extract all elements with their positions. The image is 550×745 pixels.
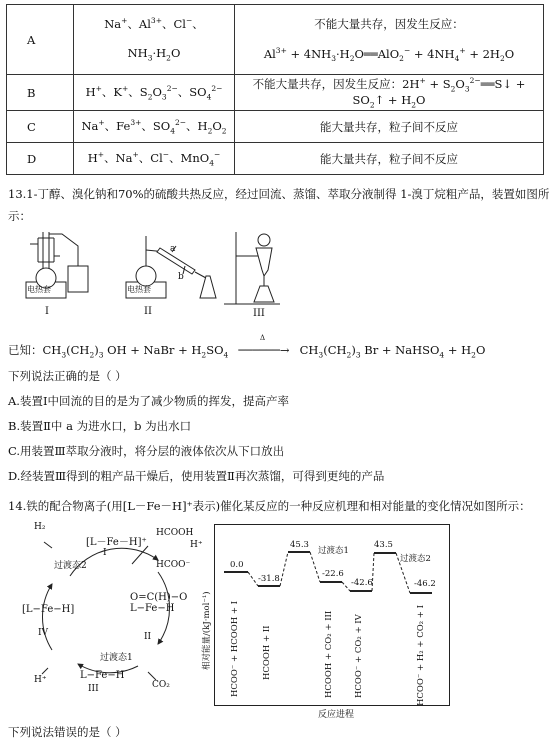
ts2-label: 过渡态2	[400, 554, 431, 564]
apparatus-label-1: I	[45, 306, 49, 317]
option-letter: B	[7, 75, 74, 111]
q13-option-d: D.经装置Ⅲ得到的粗产品干燥后，使用装置Ⅱ再次蒸馏，可得到更纯的产品	[8, 469, 385, 483]
apparatus-figure	[10, 226, 310, 330]
energy-value-5: 43.5	[374, 540, 393, 550]
heater-label-1: 电热套	[27, 285, 51, 294]
cycle-co2: CO₂	[152, 680, 170, 690]
cycle-species-iv: [L−Fe−H]	[22, 604, 75, 615]
ion-group: H+、Na+、Cl−、MnO$_4$−	[74, 143, 235, 175]
q14-stem: 14.铁的配合物离子(用[L－Fe－H]⁺表示)催化某反应的一种反应机理和相对能量的变化情况如图所示：	[8, 499, 531, 513]
option-letter: D	[7, 143, 74, 175]
cycle-catalyst: [L－Fe－H]⁺	[86, 537, 147, 548]
ion-group: Na+、$Al^{3+}$、Cl−、 $NH_3\cdot H_2O$	[74, 5, 235, 75]
apparatus-label-3: III	[253, 308, 265, 319]
table-row	[7, 111, 544, 143]
option-letter: C	[7, 111, 74, 143]
q13-stem-line1: 13.1-丁醇、溴化钠和70%的硫酸共热反应，经过回流、蒸馏、萃取分液制得 1-溴丁烷粗产品，装置如图所	[8, 187, 550, 201]
known-reaction: 已知：$CH_3(CH_2)_3$ OH + NaBr + $H_2SO_4$ Δ ──────→ $CH_3(CH_2)_3$ Br + NaHSO$_4$ + $H_2O$	[8, 334, 486, 360]
energy-value-0: 0.0	[230, 560, 244, 570]
option-letter: A	[7, 5, 74, 75]
q13-option-c: C.用装置Ⅲ萃取分液时，将分层的液体依次从下口放出	[8, 444, 285, 458]
q13-option-a: A.装置Ⅰ中回流的目的是为了减少物质的挥发，提高产率	[8, 394, 290, 408]
verdict-cell: 不能大量共存，因发生反应： $Al^{3+}$ + $4NH_3\cdot H_2O══AlO_2^- + 4NH_4^+ + 2H_2O$	[235, 5, 544, 75]
verdict-cell: 不能大量共存，因发生反应：$2H^+ + S_2O_3^{2-}══S↓$ + $SO_2↑ + H_2O$	[235, 75, 544, 111]
ion-group: H+、K+、$S_2O_3^{2-}$、$SO_4^{2-}$	[74, 75, 235, 111]
cycle-label-II: II	[144, 632, 152, 642]
energy-value-6: -46.2	[414, 579, 436, 589]
q13-question: 下列说法正确的是（ ）	[8, 369, 127, 383]
q13-stem-line2: 示：	[8, 209, 31, 223]
table-row	[7, 75, 544, 111]
apparatus-label-2: II	[144, 306, 152, 317]
cycle-h2: H₂	[34, 522, 46, 532]
q14-question: 下列说法错误的是（ ）	[8, 725, 127, 739]
cycle-h-plus-top: H⁺	[190, 540, 203, 550]
energy-ylabel: 相对能量/(kJ·mol⁻¹)	[202, 591, 212, 670]
species-3: HCOO⁻ + CO₂ + IV	[354, 614, 364, 698]
species-4: HCOO⁻ + H₂ + CO₂ + I	[416, 605, 426, 706]
q13-option-b: B.装置Ⅱ中 a 为进水口，b 为出水口	[8, 419, 192, 433]
inlet-a-label: a	[170, 244, 176, 254]
energy-value-2: 45.3	[290, 540, 309, 550]
apparatus-3-separatory-funnel	[224, 232, 280, 304]
energy-xlabel: 反应进程	[318, 710, 355, 720]
verdict-cell: 能大量共存，粒子间不反应	[235, 143, 544, 175]
verdict-cell: 能大量共存，粒子间不反应	[235, 111, 544, 143]
cycle-species-iii: L−Fe−H	[80, 670, 125, 681]
cycle-hcooh: HCOOH	[156, 528, 194, 538]
inlet-b-label: b	[178, 272, 184, 282]
options-table	[6, 4, 544, 175]
energy-value-1: -31.8	[258, 574, 280, 584]
species-1: HCOOH + II	[262, 625, 272, 680]
cycle-species-ii: O=C(H)−O L−Fe−H	[130, 592, 188, 614]
cycle-label-IV: IV	[38, 628, 49, 638]
cycle-h-plus-bottom: H⁺	[34, 675, 47, 685]
cycle-label-I: I	[103, 548, 107, 558]
energy-value-4: -42.6	[351, 578, 373, 588]
cycle-ts1: 过渡态1	[100, 653, 133, 663]
ts1-label: 过渡态1	[318, 546, 349, 556]
ion-group: Na+、$Fe^{3+}$、$SO_4^{2-}$、$H_2O_2$	[74, 111, 235, 143]
energy-value-3: -22.6	[322, 569, 344, 579]
table-row	[7, 5, 544, 75]
species-0: HCOO⁻ + HCOOH + I	[230, 600, 240, 697]
table-row	[7, 143, 544, 175]
heater-label-2: 电热套	[127, 285, 151, 294]
species-2: HCOOH + CO₂ + III	[324, 610, 334, 698]
cycle-ts2: 过渡态2	[54, 561, 87, 571]
cycle-hcoo: HCOO⁻	[156, 560, 191, 570]
cycle-label-III: III	[88, 684, 99, 694]
